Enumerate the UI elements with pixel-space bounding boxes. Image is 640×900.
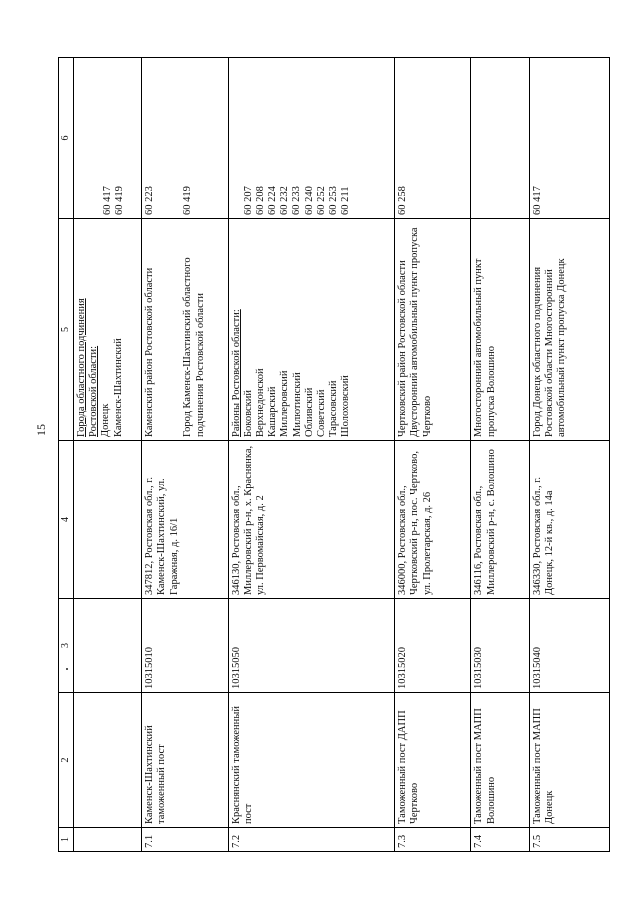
- territory-heading-1: Города областного подчинения: [76, 298, 88, 437]
- header-col-6: 6: [59, 58, 74, 219]
- post-code: 10315020: [395, 599, 471, 693]
- page-number: 15: [34, 424, 48, 436]
- territory-cell: [142, 219, 228, 441]
- code-line: 60 417: [102, 186, 114, 215]
- header-row: [59, 58, 74, 852]
- cell-top-codes: [74, 58, 142, 219]
- table-row: [395, 58, 471, 852]
- table-row: [142, 58, 228, 852]
- territory-line: Каменск-Шахтинский: [112, 338, 124, 437]
- spacer: [156, 222, 182, 437]
- okato-code: 60 207: [242, 186, 254, 215]
- districts-heading: Районы Ростовской области:: [230, 309, 242, 437]
- row-number: 7.1: [142, 828, 228, 852]
- district-item: Верхнедонской: [255, 368, 266, 437]
- post-code: 10315010: [142, 599, 228, 693]
- territory-heading-2: Ростовской области:: [88, 345, 100, 437]
- okato-code: 60 224: [267, 186, 278, 215]
- okato-code: 60 211: [340, 186, 352, 215]
- territory-cell: Город Донецк областного подчинения Ростовской области Многосторонний автомобильный пункт пропуска Донецк: [529, 219, 609, 441]
- district-item: Кашарский: [267, 386, 279, 437]
- row-number: 7.4: [471, 828, 529, 852]
- spacer: [156, 61, 182, 215]
- post-name: Таможенный пост МАПП Волошино: [471, 693, 529, 828]
- okato-code: 60 252: [315, 186, 327, 215]
- district-item: Боковский: [242, 390, 254, 437]
- row-number: 7.3: [395, 828, 471, 852]
- district-item: Шолоховский: [340, 375, 352, 437]
- post-address: 347812, Ростовская обл., г. Каменск-Шахтинский, ул. Гаражная, д. 16/1: [142, 441, 228, 599]
- territory-text: Каменский район Ростовской области: [144, 267, 156, 437]
- district-item: Тарасовский: [328, 380, 340, 437]
- header-col-5: 5: [59, 219, 74, 441]
- code-line: 60 419: [114, 186, 126, 215]
- okato-cell: [142, 58, 228, 219]
- district-item: Советский: [316, 389, 328, 437]
- okato-code: 60 208: [254, 186, 266, 215]
- rotated-page-area: [58, 58, 610, 852]
- spacer: [76, 61, 102, 215]
- post-code: 10315050: [228, 599, 395, 693]
- okato-code: 60 419: [182, 186, 194, 215]
- district-item: Миллеровский: [279, 370, 291, 437]
- post-name: Краснянский таможенный пост: [228, 693, 395, 828]
- okato-code: 60 223: [144, 186, 156, 215]
- post-address: 346330, Ростовская обл., г. Донецк, 12-й кв., д. 14а: [529, 441, 609, 599]
- territory-cell: [228, 219, 395, 441]
- post-name: Каменск-Шахтинский таможенный пост: [142, 693, 228, 828]
- post-name: Таможенный пост ДАПП Чертково: [395, 693, 471, 828]
- post-code: 10315030: [471, 599, 529, 693]
- header-col-3: 3: [59, 599, 74, 693]
- post-address: 346116, Ростовская обл., Миллеровский р-н, с. Волошино: [471, 441, 529, 599]
- okato-cell: [228, 58, 395, 219]
- cell-empty: [74, 441, 142, 599]
- okato-cell: 60 258: [395, 58, 471, 219]
- territory-line: Донецк: [100, 403, 112, 437]
- header-col-4: 4: [59, 441, 74, 599]
- header-col-2: 2: [59, 693, 74, 828]
- okato-code: 60 233: [291, 186, 303, 215]
- rotated-table-container: [58, 58, 610, 852]
- cell-empty: [74, 828, 142, 852]
- customs-table: [58, 57, 610, 852]
- territory-cell: Чертковский район Ростовской области Двусторонний автомобильный пункт пропуска Чертково: [395, 219, 471, 441]
- spacer: [231, 61, 243, 215]
- table-row: [471, 58, 529, 852]
- row-number: 7.5: [529, 828, 609, 852]
- post-address: 346130, Ростовская обл., Миллеровский р-н, х. Краснянка, ул. Первомайская, д. 2: [228, 441, 395, 599]
- post-name: Таможенный пост МАПП Донецк: [529, 693, 609, 828]
- territory-text: Город Каменск-Шахтинский областного подчинения Ростовской области: [182, 257, 206, 437]
- row-number: 7.2: [228, 828, 395, 852]
- district-item: Обливский: [303, 387, 315, 437]
- okato-cell: [471, 58, 529, 219]
- okato-code: 60 240: [303, 186, 315, 215]
- cell-empty: [74, 693, 142, 828]
- table-row-top: [74, 58, 142, 852]
- header-col-1: 1: [59, 828, 74, 852]
- post-address: 346000, Ростовская обл., Чертковский р-н, пос. Чертково, ул. Пролетарская, д. 26: [395, 441, 471, 599]
- table-row: [529, 58, 609, 852]
- post-code: 10315040: [529, 599, 609, 693]
- okato-code: 60 232: [279, 186, 291, 215]
- cell-top-territories: [74, 219, 142, 441]
- okato-code: 60 253: [328, 186, 340, 215]
- cell-empty: [74, 599, 142, 693]
- territory-cell: Многосторонний автомобильный пункт пропуска Волошино: [471, 219, 529, 441]
- table-row: [228, 58, 395, 852]
- okato-cell: 60 417: [529, 58, 609, 219]
- district-item: Милютинский: [291, 372, 303, 437]
